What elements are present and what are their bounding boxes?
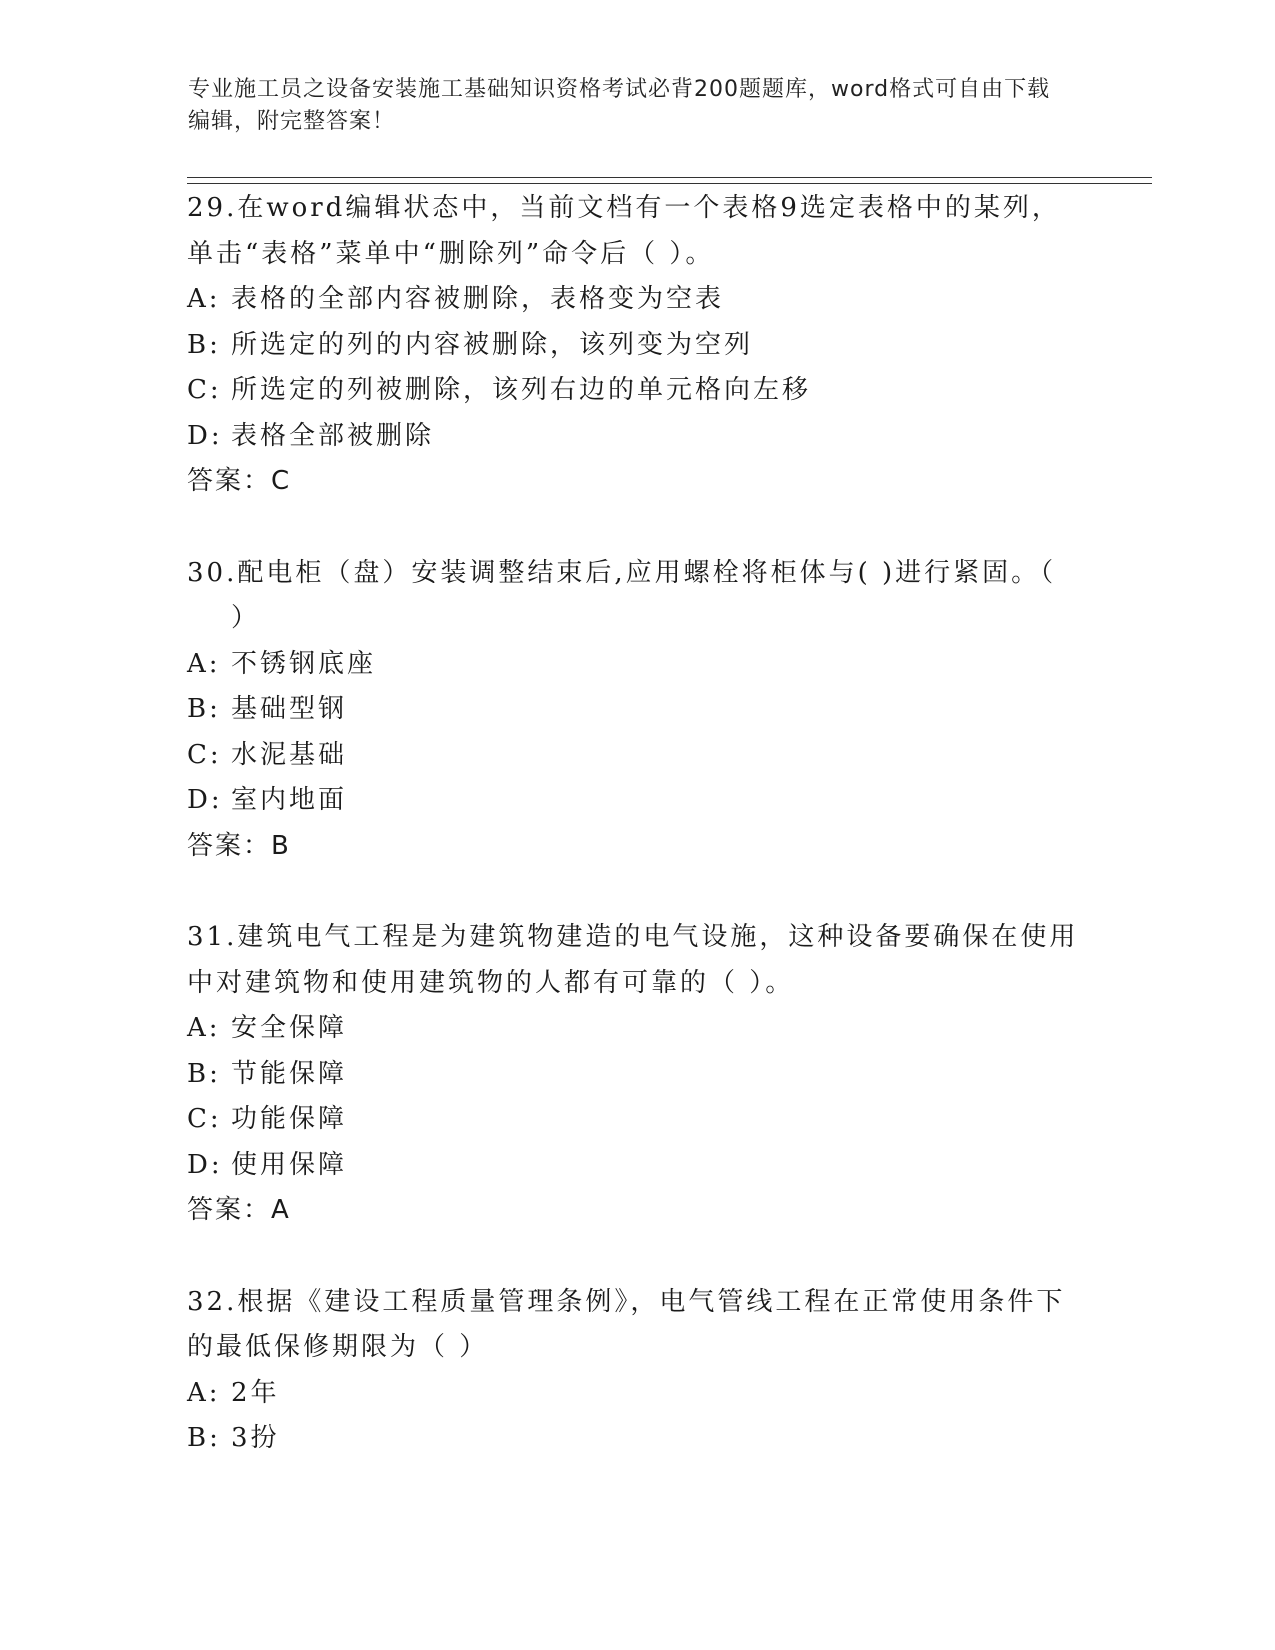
header-rule-bottom [187,183,1152,184]
question-stem [187,915,1087,1006]
question-30 [187,551,1087,870]
answer-line: 答案：C [187,466,292,496]
question-stem-text: 30.配电柜（盘）安装调整结束后,应用螺栓将柜体与( )进行紧固。（ [187,557,1057,588]
question-stem-text: 32.根据《建设工程质量管理条例》，电气管线工程在正常使用条件下的最低保修期限为（ ） [187,1286,1066,1362]
option-text: 基础型钢 [231,694,348,724]
option-a [187,1371,1087,1417]
question-stem [187,1280,1087,1371]
question-list [187,186,1087,1508]
question-32 [187,1280,1087,1462]
option-text: 表格的全部内容被删除，表格变为空表 [231,284,725,314]
option-letter: D: [187,420,223,451]
option-text: 水泥基础 [231,739,348,770]
option-text: 表格全部被删除 [231,420,435,451]
option-letter: A: [187,1013,221,1043]
option-text: 安全保障 [231,1013,348,1043]
option-c [187,1097,1087,1143]
question-stem-continuation: ） [231,603,261,633]
option-letter: A: [187,284,221,314]
answer-line: 答案：A [187,1195,291,1225]
option-letter: C: [187,739,222,770]
option-letter: A: [187,1377,221,1408]
option-text: 3扮 [231,1423,280,1453]
question-stem-text: 29.在word编辑状态中，当前文档有一个表格9选定表格中的某列，单击“表格”菜单中“删除列”命令后（ ）。 [187,193,1061,269]
option-text: 所选定的列的内容被删除，该列变为空列 [231,329,754,360]
option-letter: D: [187,1149,223,1180]
option-text: 2年 [231,1377,280,1408]
question-31 [187,915,1087,1234]
option-text: 所选定的列被删除，该列右边的单元格向左移 [231,375,812,405]
option-a [187,642,1087,688]
option-text: 室内地面 [231,785,348,815]
option-letter: B: [187,694,221,724]
question-29 [187,186,1087,505]
option-text: 节能保障 [231,1058,348,1089]
option-letter: B: [187,329,221,360]
option-letter: C: [187,375,222,405]
option-d [187,1143,1087,1189]
option-letter: D: [187,785,223,815]
answer-line: 答案：B [187,830,291,861]
option-b [187,687,1087,733]
option-d [187,414,1087,460]
option-text: 功能保障 [231,1104,348,1134]
option-d [187,778,1087,824]
option-c [187,733,1087,779]
option-letter: C: [187,1104,222,1134]
option-b [187,1052,1087,1098]
question-stem-text: 31.建筑电气工程是为建筑物建造的电气设施，这种设备要确保在使用中对建筑物和使用建筑物的人都有可靠的（ ）。 [187,922,1079,998]
option-text: 使用保障 [231,1149,348,1180]
header-rule-top [187,177,1152,178]
option-letter: A: [187,648,221,679]
option-letter: B: [187,1423,221,1453]
option-b [187,1416,1087,1462]
option-c [187,368,1087,414]
option-a [187,1006,1087,1052]
option-a [187,277,1087,323]
question-stem [187,551,1087,642]
option-text: 不锈钢底座 [231,648,377,679]
question-stem [187,186,1087,277]
option-letter: B: [187,1058,221,1089]
option-b [187,323,1087,369]
document-header: 专业施工员之设备安装施工基础知识资格考试必背200题题库，word格式可自由下载编辑，附完整答案！ [188,77,1051,134]
